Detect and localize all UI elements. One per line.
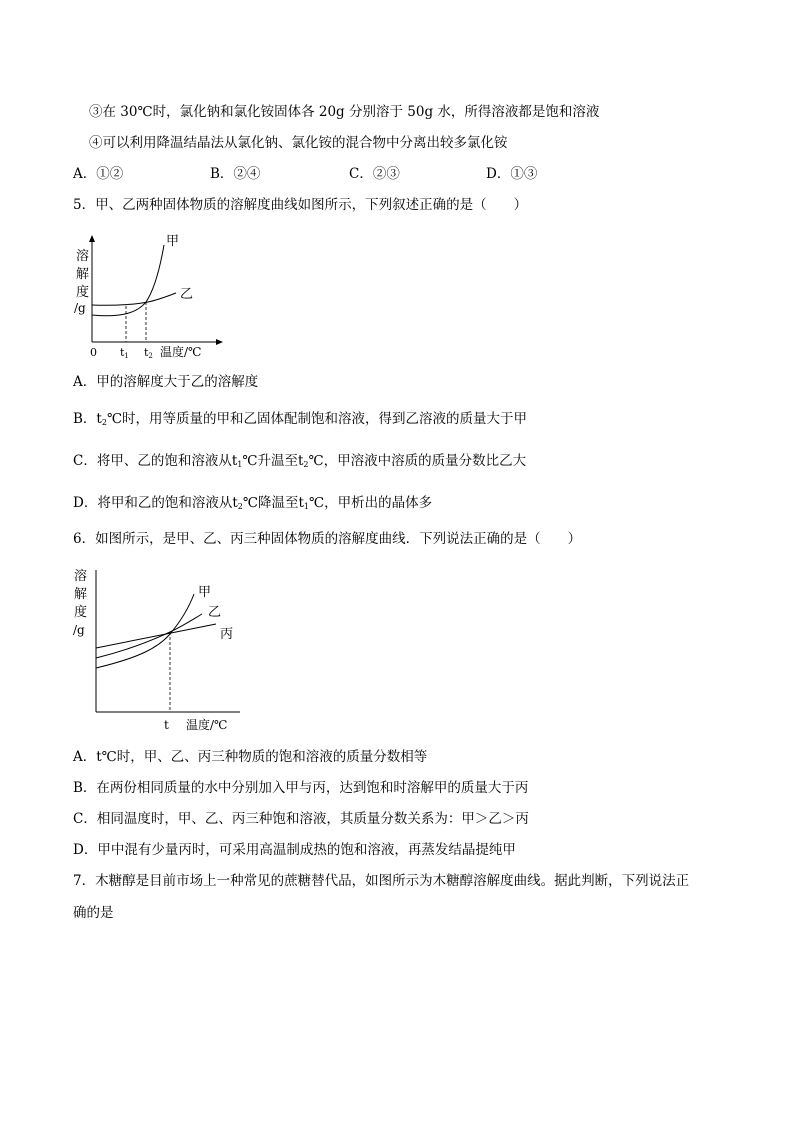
q6-x-label: 温度/℃ (186, 718, 228, 732)
q6-stem: 6．如图所示，是甲、乙、丙三种固体物质的溶解度曲线．下列说法正确的是（ ） (73, 531, 582, 547)
q7-stem-line2: 确的是 (73, 905, 114, 921)
q5-option-a: A．甲的溶解度大于乙的溶解度 (73, 374, 259, 390)
q6-y-label-4: /g (73, 623, 85, 637)
q5-tick-t2: t2 (144, 346, 153, 360)
q6-y-label-1: 溶 (74, 569, 88, 584)
q6-curve-label-yi: 乙 (208, 605, 222, 620)
q5-y-label-4: /g (74, 301, 86, 315)
q5-option-d: D．将甲和乙的饱和溶液从$t_2℃$降温至$t_1℃$，甲析出的晶体多 (73, 495, 433, 511)
q6-y-label-3: 度 (74, 605, 88, 620)
statement-4: ④可以利用降温结晶法从氯化钠、氯化铵的混合物中分离出较多氯化铵 (89, 135, 508, 151)
q6-curve-yi (96, 614, 202, 658)
q5-curve-label-yi: 乙 (180, 287, 194, 302)
q5-x-axis-arrow (216, 339, 223, 345)
q6-curve-label-bing: 丙 (220, 627, 234, 642)
q4-option-c: C．②③ (349, 166, 400, 182)
q5-option-c: C．将甲、乙的饱和溶液从$t_1℃$升温至$t_2℃$，甲溶液中溶质的质量分数比乙大 (73, 453, 527, 469)
q6-option-c: C．相同温度时，甲、乙、丙三种饱和溶液，其质量分数关系为：甲＞乙＞丙 (73, 811, 529, 827)
q7-stem-line1: 7．木糖醇是目前市场上一种常见的蔗糖替代品，如图所示为木糖醇溶解度曲线。据此判断，下列说法正 (73, 873, 690, 889)
q6-option-a: A．t℃时，甲、乙、丙三种物质的饱和溶液的质量分数相等 (73, 749, 428, 765)
q6-y-label-2: 解 (74, 587, 88, 602)
q6-tick-t: t (164, 718, 169, 732)
q5-tick-t1: t1 (120, 346, 129, 360)
q6-option-b: B．在两份相同质量的水中分别加入甲与丙，达到饱和时溶解甲的质量大于丙 (73, 780, 529, 796)
q5-origin-label: 0 (90, 346, 97, 359)
q5-x-label: 温度/℃ (160, 345, 202, 359)
q4-option-b: B．②④ (210, 166, 261, 182)
q5-solubility-chart (68, 230, 228, 365)
q5-curve-yi (92, 293, 176, 305)
q5-option-b: B．$t_2℃$时，用等质量的甲和乙固体配制饱和溶液，得到乙溶液的质量大于甲 (73, 411, 528, 427)
q6-option-d: D．甲中混有少量丙时，可采用高温制成热的饱和溶液，再蒸发结晶提纯甲 (73, 842, 516, 858)
q6-solubility-chart (68, 562, 248, 737)
q6-curve-bing (96, 624, 216, 648)
q4-option-d: D．①③ (486, 166, 538, 182)
q4-option-a: A．①② (73, 166, 124, 182)
q5-stem: 5．甲、乙两种固体物质的溶解度曲线如图所示，下列叙述正确的是（ ） (73, 197, 528, 213)
q5-curve-label-jia: 甲 (166, 234, 180, 249)
q5-y-label-1: 溶 (76, 249, 90, 264)
q6-curve-label-jia: 甲 (198, 585, 212, 600)
q5-y-label-2: 解 (76, 267, 90, 282)
statement-3: ③在 30℃时，氯化钠和氯化铵固体各 20g 分别溶于 50g 水，所得溶液都是饱和溶液 (89, 104, 600, 120)
q5-y-axis-arrow (89, 235, 95, 242)
q5-y-label-3: 度 (76, 285, 90, 300)
